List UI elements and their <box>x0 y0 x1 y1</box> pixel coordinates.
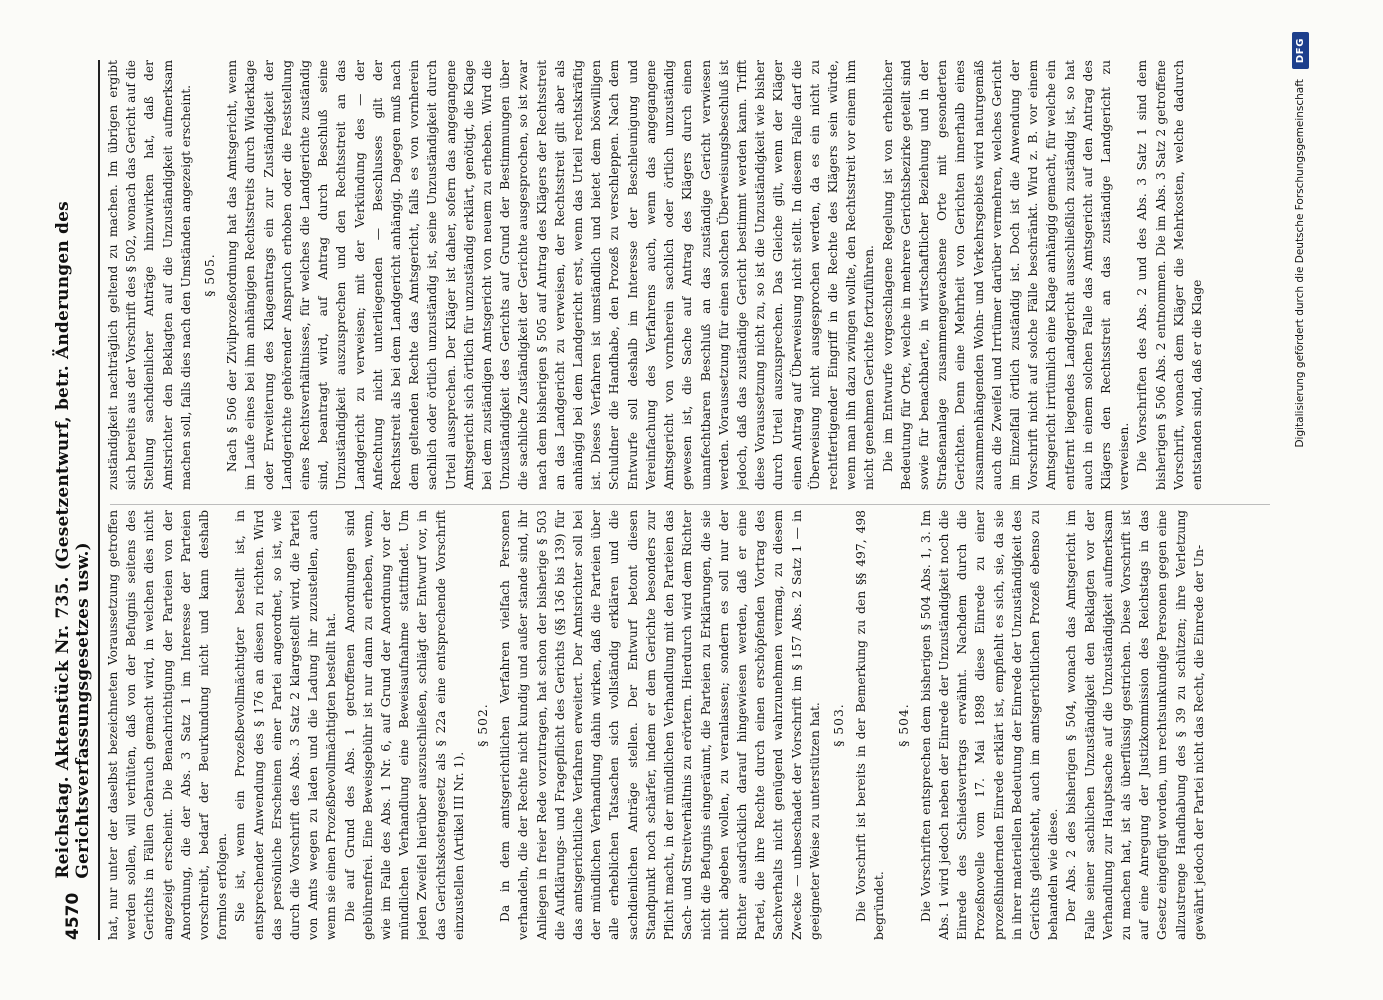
section-heading: § 503. <box>831 703 846 747</box>
section-heading: § 502. <box>476 703 491 747</box>
text-column-left <box>104 510 1274 940</box>
dfg-logo: DFG <box>1292 32 1309 69</box>
paragraph: Die Vorschrift ist bereits in der Bemerkung zu den §§ 497, 498 begründet. <box>854 510 887 940</box>
paragraph: Sie ist, wenn ein Prozeßbevollmächtigter bestellt ist, in entsprechender Anwendung des § 176 an diesen zu richten. Wird das persönliche Erscheinen einer Partei angeordnet, so ist, wie durch die Vorschrift des Abs. 3 Satz 2 klargestellt wird, die Partei von Amts wegen zu laden und die Ladung ihr zuzustellen, auch wenn sie einen Prozeßbevollmächtigten bestellt hat. <box>233 510 339 940</box>
paragraph: Der Abs. 2 des bisherigen § 504, wonach das Amtsgericht im Falle seiner sachlichen Unzuständigkeit den Beklagten vor der Verhandlung zur Hauptsache auf die Unzuständigkeit aufmerksam zu machen hat, ist als überflüssig gestrichen. Diese Vorschrift ist auf eine Anregung der Justizkommission des Reichstags in das Gesetz eingefügt worden, um rechtsunkundige Personen gegen eine allzustrenge Handhabung des § 39 zu schützen; ihre Verletzung gewährt jedoch der Partei nicht das Recht, die Einrede der Un- <box>1064 510 1206 940</box>
paragraph: Nach § 506 der Zivilprozeßordnung hat das Amtsgericht, wenn im Laufe eines bei ihm anhängigen Rechtsstreits durch Widerklage oder Erweiterung des Klageantrags ein zur Zuständigkeit der Landgerichte gehörender Anspruch erhoben oder die Feststellung eines Rechtsverhältnisses, für welches die Landgerichte zuständig sind, beantragt wird, auf Antrag durch Beschluß seine Unzuständigkeit auszusprechen und den Rechtsstreit an das Landgericht zu verweisen; mit der Verkündung des — der Anfechtung nicht unterliegenden — Beschlusses gilt der Rechtsstreit als bei dem Landgericht anhängig. Dagegen muß nach dem geltenden Rechte das Amtsgericht, falls es von vornherein sachlich oder örtlich unzuständig ist, seine Unzuständigkeit durch Urteil aussprechen. Der Kläger ist daher, sofern das angegangene Amtsgericht sich örtlich für unzuständig erklärt, genötigt, die Klage bei dem zuständigen Amtsgericht von neuem zu erheben. Wird die Unzuständigkeit des Gerichts auf Grund der Bestimmungen über die sachliche Zuständigkeit der Gerichte ausgesprochen, so ist zwar nach dem bisherigen § 505 auf Antrag des Klägers der Rechtsstreit an das Landgericht zu verweisen, der Rechtsstreit gilt aber als anhängig bei dem Landgericht erst, wenn das Urteil rechtskräftig ist. Dieses Verfahren ist umständlich und bietet dem böswilligen Schuldner die Handhabe, den Prozeß zu verschleppen. Nach dem Entwurfe soll deshalb im Interesse der Beschleunigung und Vereinfachung des Verfahrens auch, wenn das angegangene Amtsgericht von vornherein sachlich oder örtlich unzuständig gewesen ist, die Sache auf Antrag des Klägers durch einen unanfechtbaren Beschluß an das zuständige Gericht verwiesen werden. Voraussetzung für einen solchen Überweisungsbeschluß ist jedoch, daß das zuständige Gericht bestimmt werden kann. Trifft diese Voraussetzung nicht zu, so ist die Unzuständigkeit wie bisher durch Urteil auszusprechen. Das Gleiche gilt, wenn der Kläger einen Antrag auf Überweisung nicht stellt. In diesem Falle darf die Überweisung nicht ausgesprochen werden, da es ein nicht zu rechtfertigender Eingriff in die Rechte des Klägers sein würde, wenn man ihn dazu zwingen wollte, den Rechtsstreit vor einem ihm nicht genehmen Gerichte fortzuführen. <box>225 60 877 490</box>
digitization-credit <box>1285 32 1315 968</box>
page-number: 4570 <box>63 892 83 940</box>
paragraph: Die Vorschriften entsprechen dem bisherigen § 504 Abs. 1, 3. Im Abs. 1 wird jedoch neben der Einrede der Unzuständigkeit noch die Einrede des Schiedsvertrags erwähnt. Nachdem durch die Prozeßnovelle vom 17. Mai 1898 diese Einrede zu einer prozeßhindernden Einrede erklärt ist, empfiehlt es sich, sie, da sie in ihrer materiellen Bedeutung der Einrede der Unzuständigkeit des Gerichts gleichsteht, auch im amtsgerichtlichen Prozeß ebenso zu behandeln wie diese. <box>918 510 1061 940</box>
page-header <box>50 60 96 940</box>
column-divider <box>110 504 1270 505</box>
paragraph: Die Vorschriften des Abs. 2 und des Abs. 3 Satz 1 sind dem bisherigen § 506 Abs. 2 entnommen. Die im Abs. 3 Satz 2 getroffene Vorschrift, wonach dem Kläger die Mehrkosten, welche dadurch entstanden sind, daß er die Klage <box>1135 60 1204 490</box>
paragraph: Die auf Grund des Abs. 1 getroffenen Anordnungen sind gebührenfrei. Eine Beweisgebühr ist nur dann zu erheben, wenn, wie im Falle des Abs. 1 Nr. 6, auf Grund der Anordnung vor der mündlichen Verhandlung eine Beweisaufnahme stattfindet. Um jeden Zweifel hierüber auszuschließen, schlägt der Entwurf vor, in das Gerichtskostengesetz als § 22a eine entsprechende Vorschrift einzustellen (Artikel III Nr. 1). <box>342 510 466 940</box>
credit-text: Digitalisierung gefördert durch die Deutsche Forschungsgemeinschaft <box>1294 79 1306 448</box>
paragraph: Da in dem amtsgerichtlichen Verfahren vielfach Personen verhandeln, die der Rechte nicht kundig und außer stande sind, ihr Anliegen in freier Rede vorzutragen, hat schon der bisherige § 503 die Aufklärungs- und Fragepflicht des Gerichts (§§ 136 bis 139) für das amtsgerichtliche Verfahren erweitert. Der Amtsrichter soll bei der mündlichen Verhandlung dahin wirken, daß die Parteien über alle erheblichen Tatsachen sich vollständig erklären und die sachdienlichen Anträge stellen. Der Entwurf betont diesen Standpunkt noch schärfer, indem er dem Gerichte besonders zur Pflicht macht, in der mündlichen Verhandlung mit den Parteien das Sach- und Streitverhältnis zu erörtern. Hierdurch wird dem Richter nicht die Befugnis eingeräumt, die Parteien zu Erklärungen, die sie nicht abgeben wollen, zu veranlassen; sondern es soll nur der Richter ausdrücklich darauf hingewiesen werden, daß er eine Partei, die ihre Rechte durch einen erschöpfenden Vortrag des Sachverhalts nicht genügend wahrzunehmen vermag, zu diesem Zwecke — unbeschadet der Vorschrift im § 157 Abs. 2 Satz 1 — in geeigneter Weise zu unterstützen hat. <box>498 510 822 940</box>
paragraph: hat, nur unter der daselbst bezeichneten Voraussetzung getroffen werden sollen, will verhüten, daß von der Befugnis seitens des Gerichts in Fällen Gebrauch gemacht wird, in welchen dies nicht angezeigt erscheint. Die Benachrichtigung der Parteien von der Anordnung, die der Abs. 3 Satz 1 im Interesse der Parteien vorschreibt, bedarf der Beurkundung nicht und kann deshalb formlos erfolgen. <box>106 510 230 940</box>
section-heading: § 505. <box>203 253 218 297</box>
header-rule <box>98 60 100 940</box>
text-column-right <box>104 60 1274 490</box>
paragraph: Die im Entwurfe vorgeschlagene Regelung ist von erheblicher Bedeutung für Orte, welche in mehrere Gerichtsbezirke geteilt sind sowie für benachbarte, in wirtschaftlicher Beziehung und in der Straßenanlage zusammengewachsene Orte mit gesonderten Gerichten. Denn eine Mehrheit von Gerichten innerhalb eines zusammenhängenden Wohn- und Verkehrsgebiets wird naturgemäß auch die Zweifel und Irrtümer darüber vermehren, welches Gericht im Einzelfall örtlich zuständig ist. Doch ist die Anwendung der Vorschrift nicht auf solche Fälle beschränkt. Wird z. B. vor einem Amtsgericht irrtümlich eine Klage anhängig gemacht, für welche ein entfernt liegendes Landgericht ausschließlich zuständig ist, so hat auch in einem solchen Falle das Amtsgericht auf den Antrag des Klägers den Rechtsstreit an das zuständige Landgericht zu verweisen. <box>880 60 1132 490</box>
paragraph: zuständigkeit nachträglich geltend zu machen. Im übrigen ergibt sich bereits aus der Vorschrift des § 502, wonach das Gericht auf die Stellung sachdienlicher Anträge hinzuwirken hat, daß der Amtsrichter den Beklagten auf die Unzuständigkeit aufmerksam machen soll, falls dies nach den Umständen angezeigt erscheint. <box>106 60 193 490</box>
section-heading: § 504. <box>896 703 911 747</box>
page-title: Reichstag. Aktenstück Nr. 735. (Gesetzentwurf, betr. Änderungen des Gerichtsverfassungsgesetzes usw.) <box>53 201 93 879</box>
